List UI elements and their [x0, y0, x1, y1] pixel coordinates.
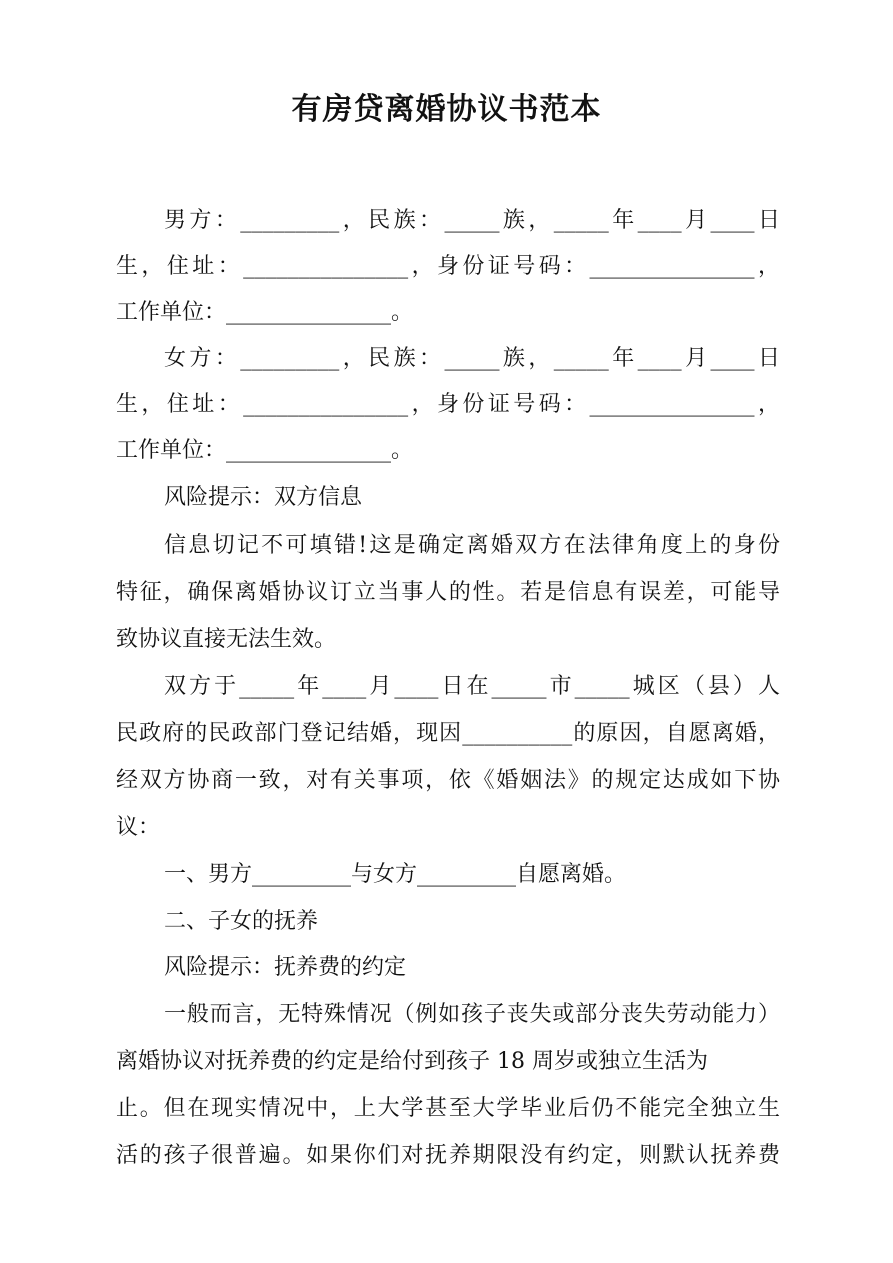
paragraph-line: 致协议直接无法生效。	[116, 627, 337, 652]
clause-two-heading: 二、子女的抚养	[164, 909, 319, 934]
male-address-id-line: 生，住址：_______________，身份证号码：_______________，	[116, 254, 780, 279]
paragraph-line: 特征，确保离婚协议订立当事人的性。若是信息有误差，可能导	[116, 580, 780, 605]
support-paragraph-line: 一般而言，无特殊情况（例如孩子丧失或部分丧失劳动能力）	[164, 1002, 780, 1027]
marriage-paragraph-line: 议：	[116, 815, 161, 840]
female-party-info-line: 女方：_________，民族：_____族，_____年____月____日	[164, 346, 780, 371]
risk-tip-heading: 风险提示：抚养费的约定	[164, 955, 407, 980]
marriage-paragraph-line: 经双方协商一致，对有关事项，依《婚姻法》的规定达成如下协	[116, 768, 780, 793]
support-paragraph-line: 活的孩子很普遍。如果你们对抚养期限没有约定，则默认抚养费	[116, 1143, 780, 1168]
support-paragraph-line: 止。但在现实情况中，上大学甚至大学毕业后仍不能完全独立生	[116, 1096, 780, 1121]
female-workplace-line: 工作单位：_______________。	[116, 438, 414, 463]
support-paragraph-line: 离婚协议对抚养费的约定是给付到孩子 18 周岁或独立生活为	[116, 1049, 708, 1074]
marriage-paragraph-line: 双方于_____年____月____日在_____市_____城区（县）人	[164, 674, 780, 699]
risk-tip-heading: 风险提示：双方信息	[164, 485, 363, 510]
paragraph-line: 信息切记不可填错!这是确定离婚双方在法律角度上的身份	[164, 533, 780, 558]
document-title: 有房贷离婚协议书范本	[291, 92, 602, 127]
male-party-info-line: 男方：_________，民族：_____族，_____年____月____日	[164, 208, 780, 233]
male-workplace-line: 工作单位：_______________。	[116, 300, 414, 325]
clause-one: 一、男方_________与女方_________自愿离婚。	[164, 862, 627, 887]
marriage-paragraph-line: 民政府的民政部门登记结婚，现因__________的原因，自愿离婚，	[116, 721, 780, 746]
female-address-id-line: 生，住址：_______________，身份证号码：_______________，	[116, 392, 780, 417]
